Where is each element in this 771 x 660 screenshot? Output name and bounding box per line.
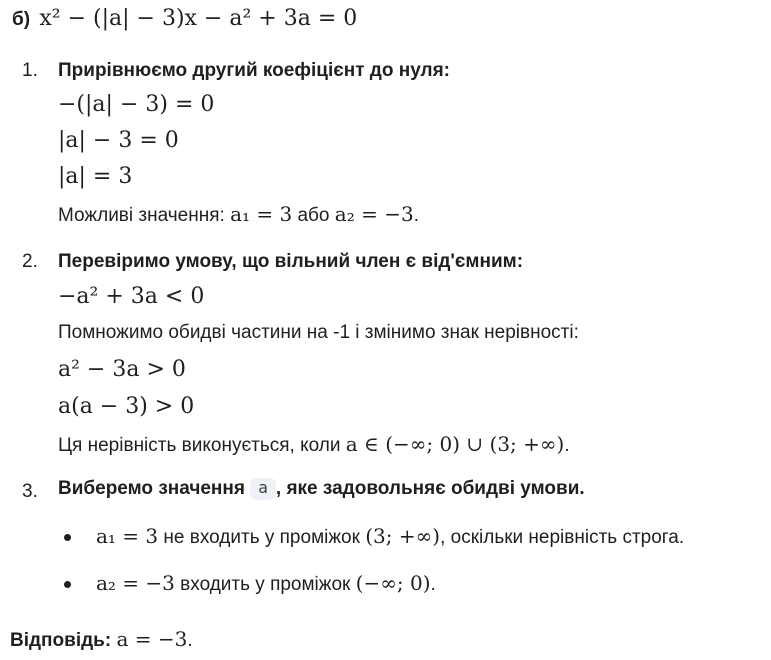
step-1-note-math-2: a₂ = −3 xyxy=(334,202,414,226)
step-2-title: Перевіримо умову, що вільний член є від'ємним: xyxy=(58,251,524,272)
step-1-number: 1. xyxy=(22,60,38,81)
bullet-2-math-2: (−∞; 0) xyxy=(355,571,431,595)
task-label: б) xyxy=(12,9,31,30)
step-1-title: Прирівнюємо другий коефіцієнт до нуля: xyxy=(58,60,450,81)
task-equation: x² − (|a| − 3)x − a² + 3a = 0 xyxy=(39,6,358,31)
step-2-conclusion-math: a ∈ (−∞; 0) ∪ (3; +∞) xyxy=(345,432,565,456)
step-2-note: Помножимо обидві частини на -1 і змінимо знак нерівності: xyxy=(58,322,579,343)
answer xyxy=(10,629,193,650)
bullet-2-text-2: . xyxy=(430,574,436,595)
step-1-note-mid: або xyxy=(292,205,335,226)
step-3-number: 3. xyxy=(22,481,38,502)
step-1-line-2: |a| − 3 = 0 xyxy=(58,128,179,153)
step-3-title-prefix: Виберемо значення xyxy=(58,478,245,500)
bullet-item-1 xyxy=(96,526,684,547)
step-2-conclusion-suffix: . xyxy=(564,435,570,456)
step-1-note-math-1: a₁ = 3 xyxy=(230,202,293,226)
step-1-note-suffix: . xyxy=(413,205,419,226)
step-2-conclusion xyxy=(58,434,570,455)
bullet-1-math-2: (3; +∞) xyxy=(365,524,441,548)
step-3-title-suffix: , яке задовольняє обидві умови. xyxy=(275,478,585,500)
step-1-note-prefix: Можливі значення: xyxy=(58,205,231,226)
step-1-line-3: |a| = 3 xyxy=(58,164,133,189)
step-2-line-3: a(a − 3) > 0 xyxy=(58,394,195,419)
step-2-number: 2. xyxy=(22,251,38,272)
bullet-item-2 xyxy=(96,573,436,594)
answer-suffix: . xyxy=(187,630,193,651)
step-1-line-1: −(|a| − 3) = 0 xyxy=(58,92,215,117)
step-2-line-2: a² − 3a > 0 xyxy=(58,357,186,382)
bullet-1-text-2: , оскільки нерівність строга. xyxy=(440,527,685,548)
step-1-note xyxy=(58,204,419,225)
answer-label: Відповідь: xyxy=(10,630,112,651)
step-3-title xyxy=(58,478,585,500)
bullet-1-math: a₁ = 3 xyxy=(96,524,159,548)
step-2-line-1: −a² + 3a < 0 xyxy=(58,284,205,309)
bullet-2-math: a₂ = −3 xyxy=(96,571,175,595)
answer-math: a = −3 xyxy=(116,627,188,651)
bullet-dot-icon xyxy=(64,534,71,541)
bullet-1-text-1: не входить у проміжок xyxy=(158,527,366,548)
step-2-conclusion-prefix: Ця нерівність виконується, коли xyxy=(58,435,346,456)
task-header xyxy=(12,8,357,30)
bullet-2-text-1: входить у проміжок xyxy=(174,574,356,595)
bullet-dot-icon xyxy=(64,581,71,588)
variable-chip: a xyxy=(250,478,276,500)
